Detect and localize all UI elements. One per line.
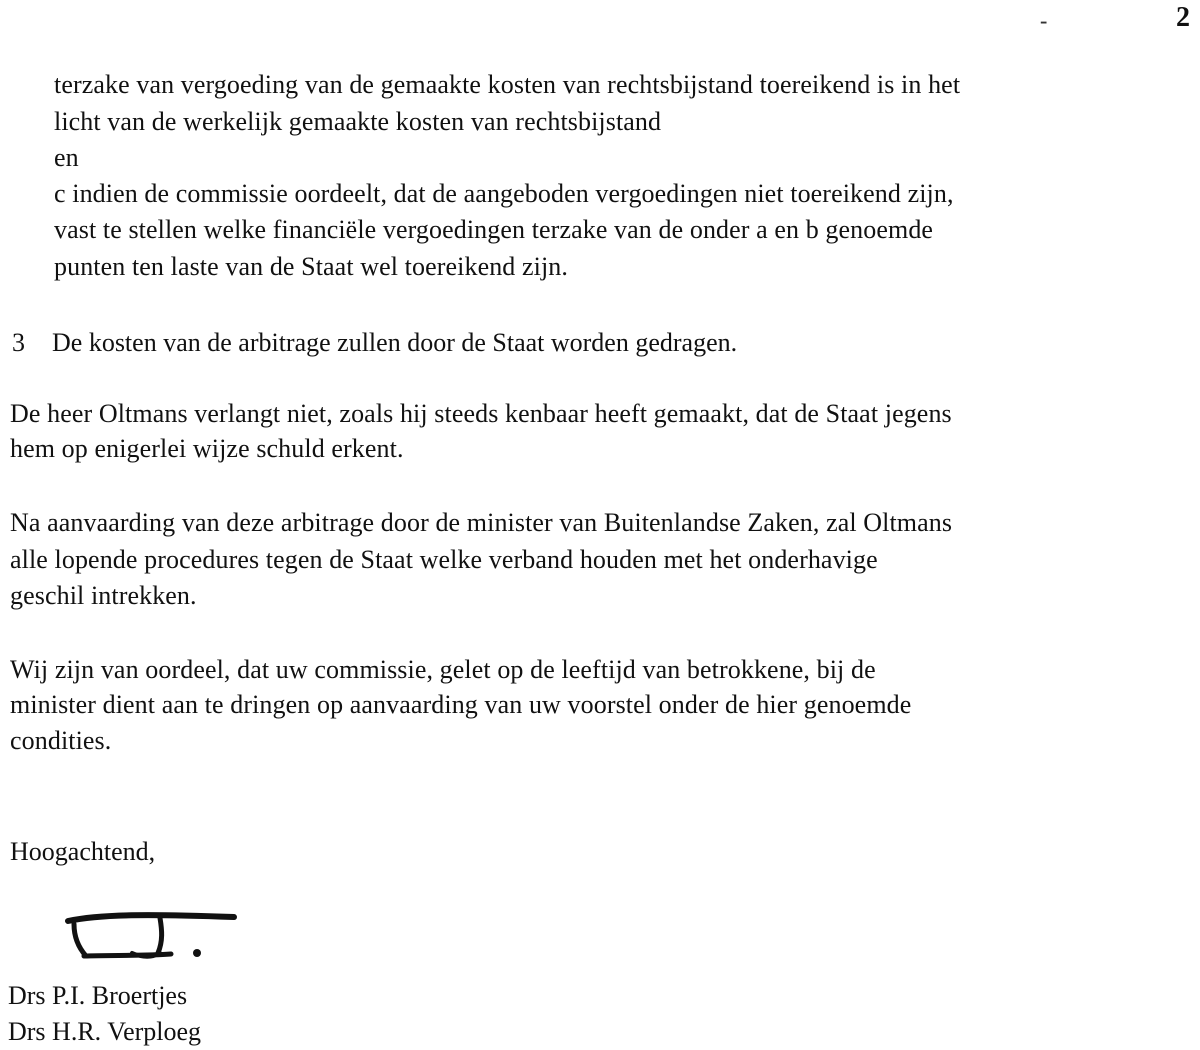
paragraph-3-line-1: Wij zijn van oordeel, dat uw commissie, gelet op de leeftijd van betrokkene, bij de [10, 655, 876, 684]
continued-list-line-5: vast te stellen welke financiële vergoedingen terzake van de onder a en b genoemde [54, 215, 934, 244]
paragraph-1-line-1: De heer Oltmans verlangt niet, zoals hij steeds kenbaar heeft gemaakt, dat de Staat jegens [10, 399, 952, 428]
item-3-number: 3 [12, 328, 25, 357]
page-number: 2 [1176, 2, 1190, 33]
paragraph-3-line-3: condities. [10, 726, 112, 755]
closing-salutation: Hoogachtend, [10, 837, 156, 866]
signer-1: Drs P.I. Broertjes [8, 981, 188, 1010]
paragraph-3-line-2: minister dient aan te dringen op aanvaarding van uw voorstel onder de hier genoemde [10, 690, 912, 719]
paragraph-2-line-1: Na aanvaarding van deze arbitrage door de minister van Buitenlandse Zaken, zal Oltmans [10, 508, 953, 537]
paragraph-2-line-3: geschil intrekken. [10, 581, 197, 610]
handwritten-signature [60, 904, 250, 964]
continued-list-line-3: en [54, 143, 79, 172]
paragraph-2-line-2: alle lopende procedures tegen de Staat welke verband houden met het onderhavige [10, 545, 878, 574]
continued-list-line-1: terzake van vergoeding van de gemaakte kosten van rechtsbijstand toereikend is in het [54, 70, 961, 99]
continued-list-line-2: licht van de werkelijk gemaakte kosten van rechtsbijstand [54, 107, 662, 136]
signer-2: Drs H.R. Verploeg [8, 1017, 202, 1046]
continued-list-line-6: punten ten laste van de Staat wel toereikend zijn. [54, 252, 568, 281]
continued-list-line-4: c indien de commissie oordeelt, dat de aangeboden vergoedingen niet toereikend zijn, [54, 179, 954, 208]
page-mark: - [1040, 8, 1048, 33]
paragraph-1-line-2: hem op enigerlei wijze schuld erkent. [10, 434, 404, 463]
item-3-text: De kosten van de arbitrage zullen door de Staat worden gedragen. [52, 328, 738, 357]
